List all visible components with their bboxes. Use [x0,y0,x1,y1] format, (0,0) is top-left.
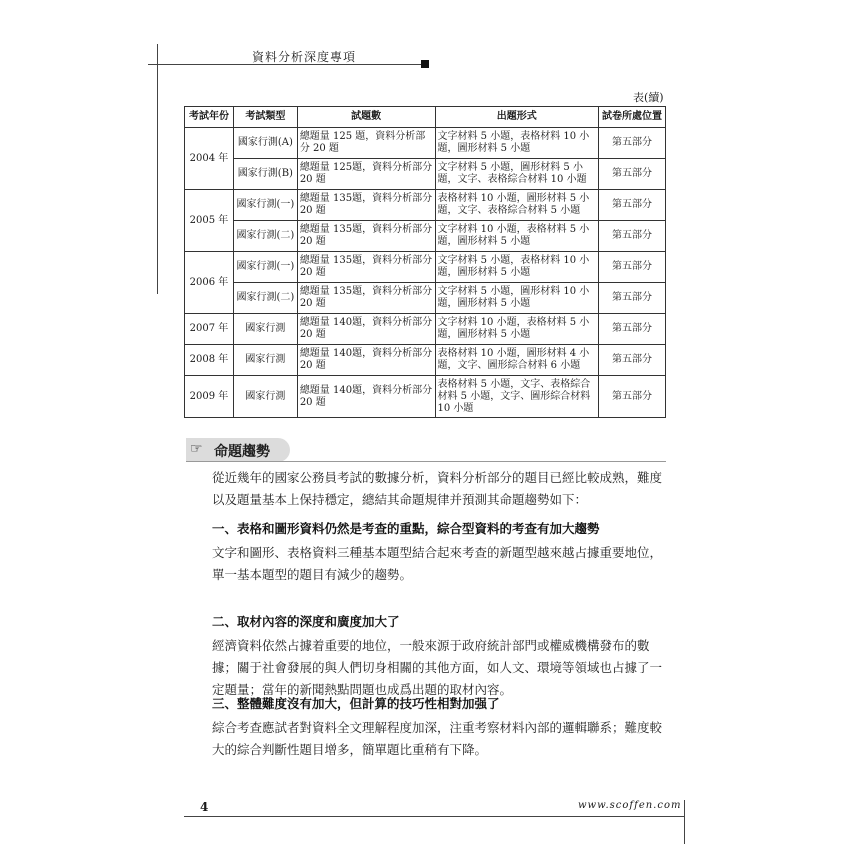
form-cell: 文字材料 5 小題，圖形材料 10 小題，圖形材料 5 小題 [435,283,599,314]
header-vertical-rule [157,44,158,294]
count-cell: 總題量 135題，資料分析部分 20 題 [297,190,435,221]
count-cell: 總題量 135題，資料分析部分 20 題 [297,283,435,314]
count-cell: 總題量 140題，資料分析部分 20 題 [297,345,435,376]
position-cell: 第五部分 [599,128,666,159]
position-cell: 第五部分 [599,314,666,345]
table-caption: 表(續) [633,91,664,104]
year-cell: 2004 年 [185,128,234,190]
type-cell: 國家行測(二) [233,283,297,314]
header-square-mark [421,60,429,68]
point-body-2: 經濟資料依然占據着重要的地位，一般來源于政府統計部門或權威機構發布的數據；關于社會發展的與人們切身相關的其他方面，如人文、環境等領域也占據了一定題量；當年的新聞熱點問題也成爲出題的取材內容。 [212,638,663,697]
column-header-count: 試題數 [297,107,435,128]
form-cell: 文字材料 10 小題，表格材料 5 小題，圖形材料 5 小題 [435,221,599,252]
point-body-1: 文字和圖形、表格資料三種基本題型結合起來考查的新題型越來越占據重要地位，單一基本題型的題目有減少的趨勢。 [212,545,663,582]
type-cell: 國家行測(一) [233,190,297,221]
section-title: 命題趨勢 [214,444,270,460]
intro-paragraph: 從近幾年的國家公務員考試的數據分析，資料分析部分的題目已經比較成熟，難度以及題量基本上保持穩定，總結其命題規律并預測其命題趨勢如下： [212,470,663,507]
type-cell: 國家行測(A) [233,128,297,159]
pointing-hand-icon: ☞ [190,441,203,457]
position-cell: 第五部分 [599,283,666,314]
page-number: 4 [200,800,209,814]
table-row [185,376,666,418]
point-heading-1: 一、表格和圖形資料仍然是考查的重點，綜合型資料的考查有加大趨勢 [212,521,600,536]
form-cell: 文字材料 5 小題，表格材料 10 小題，圖形材料 5 小題 [435,252,599,283]
point-heading-3: 三、整體難度沒有加大，但計算的技巧性相對加强了 [212,696,500,711]
position-cell: 第五部分 [599,190,666,221]
column-header-type: 考試類型 [233,107,297,128]
table-row [185,314,666,345]
count-cell: 總題量 135題，資料分析部分 20 題 [297,252,435,283]
count-cell: 總題量 135題，資料分析部分 20 題 [297,221,435,252]
footer-vertical-rule [684,800,685,844]
year-cell: 2006 年 [185,252,234,314]
section-divider [186,461,666,462]
position-cell: 第五部分 [599,376,666,418]
table-row [185,345,666,376]
type-cell: 國家行測(一) [233,252,297,283]
table-row [185,221,666,252]
position-cell: 第五部分 [599,252,666,283]
column-header-form: 出題形式 [435,107,599,128]
point-body-3: 綜合考查應試者對資料全文理解程度加深，注重考察材料內部的邏輯聯系；難度較大的綜合判斷性題目增多，簡單題比重稍有下降。 [212,720,663,757]
section-heading [186,438,290,462]
footer-url: www.scoffen.com [578,800,682,811]
type-cell: 國家行測 [233,376,297,418]
count-cell: 總題量 140題，資料分析部分 20 題 [297,376,435,418]
count-cell: 總題量 125題，資料分析部分 20 題 [297,159,435,190]
table-header-row [185,107,666,128]
type-cell: 國家行測 [233,345,297,376]
form-cell: 表格材料 5 小題，文字、表格綜合材料 5 小題，文字、圖形綜合材料 10 小題 [435,376,599,418]
year-cell: 2007 年 [185,314,234,345]
type-cell: 國家行測(二) [233,221,297,252]
footer-rule [184,816,684,817]
count-cell: 總題量 140題，資料分析部分 20 題 [297,314,435,345]
column-header-position: 試卷所處位置 [599,107,666,128]
position-cell: 第五部分 [599,345,666,376]
position-cell: 第五部分 [599,221,666,252]
count-cell: 總題量 125 題，資料分析部分 20 題 [297,128,435,159]
table-row [185,190,666,221]
point-heading-2: 二、取材內容的深度和廣度加大了 [212,614,400,629]
table-row [185,159,666,190]
form-cell: 表格材料 10 小題，圖形材料 4 小題，文字、圖形綜合材料 6 小題 [435,345,599,376]
form-cell: 表格材料 10 小題，圖形材料 5 小題，文字、表格綜合材料 5 小題 [435,190,599,221]
year-cell: 2009 年 [185,376,234,418]
type-cell: 國家行測(B) [233,159,297,190]
year-cell: 2008 年 [185,345,234,376]
column-header-year: 考試年份 [185,107,234,128]
position-cell: 第五部分 [599,159,666,190]
form-cell: 文字材料 10 小題，表格材料 5 小題，圖形材料 5 小題 [435,314,599,345]
exam-table [184,106,666,418]
form-cell: 文字材料 5 小題，圖形材料 5 小題，文字、表格綜合材料 10 小題 [435,159,599,190]
table-row [185,283,666,314]
table-row [185,128,666,159]
running-header-title: 資料分析深度專項 [252,50,357,64]
year-cell: 2005 年 [185,190,234,252]
table-row [185,252,666,283]
type-cell: 國家行測 [233,314,297,345]
form-cell: 文字材料 5 小題，表格材料 10 小題，圖形材料 5 小題 [435,128,599,159]
